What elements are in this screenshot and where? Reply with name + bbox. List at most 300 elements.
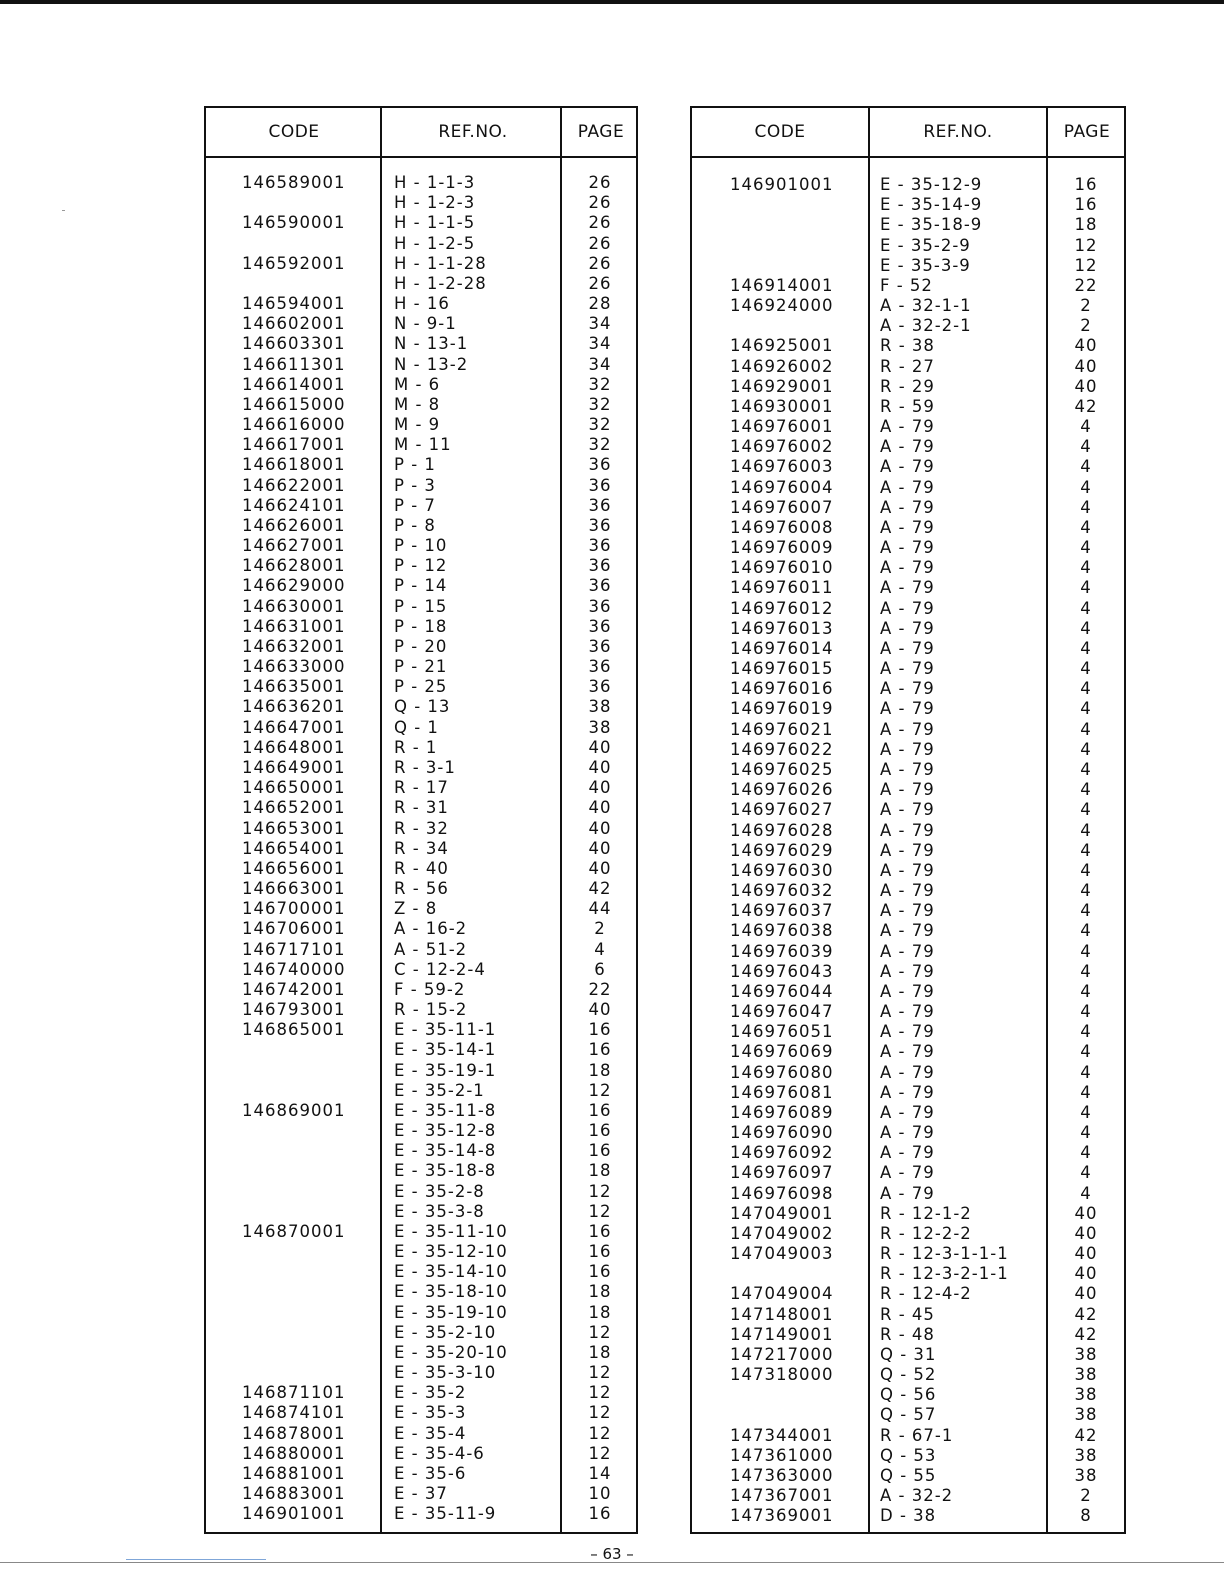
cell-ref: A - 79 bbox=[880, 1082, 935, 1102]
table-row bbox=[206, 1262, 636, 1282]
cell-ref: A - 79 bbox=[880, 941, 935, 961]
cell-ref: E - 35-2-8 bbox=[394, 1181, 485, 1201]
cell-code: 146914001 bbox=[730, 275, 834, 295]
table-row bbox=[206, 556, 636, 576]
table-row bbox=[692, 1163, 1124, 1183]
table-row bbox=[206, 1484, 636, 1504]
table-row bbox=[692, 276, 1124, 296]
table-row bbox=[692, 619, 1124, 639]
cell-page: 12 bbox=[588, 1363, 612, 1383]
cell-ref: H - 16 bbox=[394, 294, 450, 314]
cell-page: 12 bbox=[588, 1322, 612, 1342]
cell-page: 4 bbox=[1080, 780, 1092, 800]
cell-page: 4 bbox=[1080, 820, 1092, 840]
cell-code: 147049003 bbox=[730, 1244, 834, 1264]
cell-page: 4 bbox=[1080, 679, 1092, 699]
cell-ref: A - 79 bbox=[880, 457, 935, 477]
cell-page: 26 bbox=[588, 193, 612, 213]
cell-page: 12 bbox=[588, 1201, 612, 1221]
cell-page: 4 bbox=[1080, 1002, 1092, 1022]
cell-page: 4 bbox=[1080, 719, 1092, 739]
cell-code: 146880001 bbox=[242, 1443, 346, 1463]
cell-page: 42 bbox=[1074, 1425, 1098, 1445]
table-row bbox=[206, 1141, 636, 1161]
right-parts-table bbox=[690, 106, 1126, 1534]
table-row bbox=[692, 377, 1124, 397]
table-row bbox=[692, 1264, 1124, 1284]
cell-code: 146976015 bbox=[730, 659, 834, 679]
cell-ref: A - 32-2-1 bbox=[880, 316, 972, 336]
cell-code: 147344001 bbox=[730, 1425, 834, 1445]
cell-code: 146925001 bbox=[730, 336, 834, 356]
header-page: PAGE bbox=[1063, 122, 1111, 142]
cell-ref: E - 35-2-9 bbox=[880, 235, 971, 255]
cell-ref: A - 79 bbox=[880, 860, 935, 880]
table-row bbox=[206, 778, 636, 798]
cell-page: 38 bbox=[588, 697, 612, 717]
table-row bbox=[206, 677, 636, 697]
cell-page: 40 bbox=[588, 737, 612, 757]
cell-code: 146976098 bbox=[730, 1183, 834, 1203]
table-row bbox=[692, 1405, 1124, 1425]
cell-code: 146616000 bbox=[242, 415, 346, 435]
cell-page: 4 bbox=[1080, 941, 1092, 961]
cell-page: 4 bbox=[1080, 538, 1092, 558]
header-code: CODE bbox=[268, 122, 320, 142]
table-row bbox=[206, 1403, 636, 1423]
cell-page: 4 bbox=[1080, 457, 1092, 477]
table-header bbox=[206, 108, 636, 158]
table-row bbox=[206, 919, 636, 939]
cell-page: 18 bbox=[1074, 215, 1098, 235]
cell-code: 146976029 bbox=[730, 840, 834, 860]
cell-code: 146976030 bbox=[730, 860, 834, 880]
cell-code: 146976044 bbox=[730, 981, 834, 1001]
table-row bbox=[692, 478, 1124, 498]
cell-page: 38 bbox=[1074, 1365, 1098, 1385]
cell-ref: H - 1-1-5 bbox=[394, 213, 476, 233]
cell-ref: Q - 55 bbox=[880, 1466, 937, 1485]
cell-page: 42 bbox=[1074, 1304, 1098, 1324]
cell-code: 146627001 bbox=[242, 536, 346, 556]
table-row bbox=[692, 1365, 1124, 1385]
cell-code: 147049001 bbox=[730, 1203, 834, 1223]
cell-ref: A - 79 bbox=[880, 679, 935, 699]
cell-code: 147148001 bbox=[730, 1304, 834, 1324]
cell-code: 146883001 bbox=[242, 1484, 346, 1504]
table-row bbox=[692, 1426, 1124, 1446]
cell-code: 147049004 bbox=[730, 1284, 834, 1304]
cell-ref: E - 35-19-10 bbox=[394, 1302, 508, 1322]
table-row bbox=[206, 879, 636, 899]
cell-ref: P - 3 bbox=[394, 475, 436, 495]
cell-code: 146976027 bbox=[730, 800, 834, 820]
table-row bbox=[206, 1161, 636, 1181]
cell-page: 18 bbox=[588, 1161, 612, 1181]
table-row bbox=[206, 375, 636, 395]
cell-ref: E - 35-4 bbox=[394, 1423, 467, 1443]
cell-ref: H - 1-1-28 bbox=[394, 253, 487, 273]
table-row bbox=[206, 516, 636, 536]
cell-ref: A - 51-2 bbox=[394, 939, 468, 959]
cell-page: 40 bbox=[1074, 376, 1098, 396]
cell-code: 146865001 bbox=[242, 1020, 346, 1040]
cell-ref: Z - 8 bbox=[394, 899, 438, 919]
cell-ref: A - 79 bbox=[880, 759, 935, 779]
cell-ref: E - 35-2-1 bbox=[394, 1080, 485, 1100]
table-row bbox=[692, 1184, 1124, 1204]
cell-page: 6 bbox=[594, 959, 606, 979]
cell-ref: H - 1-2-3 bbox=[394, 193, 476, 213]
cell-ref: R - 31 bbox=[394, 798, 449, 818]
cell-ref: E - 35-2 bbox=[394, 1383, 467, 1403]
cell-code: 146976026 bbox=[730, 780, 834, 800]
cell-page: 4 bbox=[1080, 981, 1092, 1001]
cell-page: 4 bbox=[1080, 1183, 1092, 1203]
table-row bbox=[692, 437, 1124, 457]
cell-page: 38 bbox=[1074, 1466, 1098, 1485]
cell-page: 32 bbox=[588, 394, 612, 414]
cell-ref: A - 79 bbox=[880, 1062, 935, 1082]
cell-ref: R - 59 bbox=[880, 396, 935, 416]
table-row bbox=[206, 1282, 636, 1302]
table-row bbox=[692, 1446, 1124, 1466]
cell-ref: Q - 53 bbox=[880, 1445, 937, 1465]
cell-code: 147361000 bbox=[730, 1445, 834, 1465]
cell-ref: R - 17 bbox=[394, 778, 449, 798]
table-row bbox=[692, 1063, 1124, 1083]
table-row bbox=[206, 637, 636, 657]
table-body bbox=[206, 173, 636, 1525]
cell-code: 146656001 bbox=[242, 858, 346, 878]
table-row bbox=[692, 1002, 1124, 1022]
cell-page: 26 bbox=[588, 213, 612, 233]
table-row bbox=[692, 599, 1124, 619]
cell-page: 12 bbox=[588, 1423, 612, 1443]
table-row bbox=[692, 518, 1124, 538]
cell-page: 40 bbox=[588, 858, 612, 878]
table-row bbox=[206, 697, 636, 717]
cell-ref: H - 1-2-5 bbox=[394, 233, 476, 253]
cell-ref: N - 13-2 bbox=[394, 354, 469, 374]
cell-page: 12 bbox=[588, 1383, 612, 1403]
table-row bbox=[206, 395, 636, 415]
cell-code: 146976037 bbox=[730, 901, 834, 921]
cell-code: 146652001 bbox=[242, 798, 346, 818]
cell-ref: E - 35-6 bbox=[394, 1464, 467, 1483]
cell-code: 146976089 bbox=[730, 1102, 834, 1122]
cell-page: 38 bbox=[1074, 1405, 1098, 1425]
cell-ref: A - 79 bbox=[880, 659, 935, 679]
cell-page: 42 bbox=[588, 879, 612, 899]
cell-ref: E - 35-12-8 bbox=[394, 1121, 497, 1141]
cell-code: 146976092 bbox=[730, 1143, 834, 1163]
cell-code: 146976003 bbox=[730, 457, 834, 477]
cell-ref: E - 35-18-10 bbox=[394, 1282, 508, 1302]
table-row bbox=[692, 538, 1124, 558]
cell-ref: N - 13-1 bbox=[394, 334, 469, 354]
cell-ref: E - 35-12-9 bbox=[880, 175, 983, 194]
cell-page: 10 bbox=[588, 1484, 612, 1504]
cell-page: 40 bbox=[1074, 1264, 1098, 1284]
cell-page: 16 bbox=[1074, 175, 1098, 194]
cell-page: 16 bbox=[588, 1242, 612, 1262]
cell-code: 147363000 bbox=[730, 1466, 834, 1485]
table-row bbox=[206, 1000, 636, 1020]
cell-code: 146717101 bbox=[242, 939, 346, 959]
cell-ref: M - 9 bbox=[394, 415, 441, 435]
cell-code: 147049002 bbox=[730, 1223, 834, 1243]
cell-ref: A - 79 bbox=[880, 437, 935, 457]
table-row bbox=[692, 498, 1124, 518]
cell-code: 146636201 bbox=[242, 697, 346, 717]
cell-ref: N - 9-1 bbox=[394, 314, 457, 334]
header-ref-no: REF.NO. bbox=[923, 122, 993, 142]
cell-ref: R - 67-1 bbox=[880, 1425, 954, 1445]
table-row bbox=[692, 800, 1124, 820]
cell-ref: M - 11 bbox=[394, 435, 452, 455]
left-parts-table bbox=[204, 106, 638, 1534]
cell-ref: P - 20 bbox=[394, 636, 448, 656]
cell-ref: A - 16-2 bbox=[394, 919, 468, 939]
cell-page: 4 bbox=[1080, 1123, 1092, 1143]
cell-code: 146742001 bbox=[242, 979, 346, 999]
cell-code: 146592001 bbox=[242, 253, 346, 273]
cell-ref: A - 79 bbox=[880, 840, 935, 860]
table-row bbox=[206, 254, 636, 274]
table-row bbox=[692, 881, 1124, 901]
cell-ref: F - 52 bbox=[880, 275, 933, 295]
cell-page: 36 bbox=[588, 657, 612, 677]
cell-code: 146630001 bbox=[242, 596, 346, 616]
top-border bbox=[0, 0, 1224, 4]
table-row bbox=[692, 962, 1124, 982]
table-row bbox=[692, 316, 1124, 336]
cell-ref: A - 79 bbox=[880, 578, 935, 598]
cell-ref: R - 34 bbox=[394, 838, 449, 858]
cell-page: 4 bbox=[1080, 860, 1092, 880]
cell-code: 146594001 bbox=[242, 294, 346, 314]
cell-page: 4 bbox=[1080, 1163, 1092, 1183]
table-row bbox=[692, 1083, 1124, 1103]
cell-ref: A - 79 bbox=[880, 1143, 935, 1163]
cell-page: 36 bbox=[588, 455, 612, 475]
cell-ref: A - 79 bbox=[880, 417, 935, 437]
cell-code: 146635001 bbox=[242, 677, 346, 697]
cell-page: 36 bbox=[588, 495, 612, 515]
cell-page: 4 bbox=[1080, 598, 1092, 618]
cell-page: 2 bbox=[1080, 316, 1092, 336]
cell-page: 34 bbox=[588, 334, 612, 354]
cell-ref: A - 79 bbox=[880, 1022, 935, 1042]
cell-page: 2 bbox=[1080, 296, 1092, 316]
cell-ref: E - 35-3 bbox=[394, 1403, 467, 1423]
cell-code: 146976051 bbox=[730, 1022, 834, 1042]
cell-code: 146648001 bbox=[242, 737, 346, 757]
cell-ref: E - 35-3-10 bbox=[394, 1363, 497, 1383]
cell-ref: E - 35-11-9 bbox=[394, 1504, 497, 1524]
table-row bbox=[206, 1020, 636, 1040]
cell-page: 16 bbox=[1074, 195, 1098, 215]
cell-code: 147217000 bbox=[730, 1344, 834, 1364]
cell-code: 146611301 bbox=[242, 354, 346, 374]
cell-page: 16 bbox=[588, 1141, 612, 1161]
cell-page: 26 bbox=[588, 233, 612, 253]
cell-page: 40 bbox=[1074, 356, 1098, 376]
table-row bbox=[206, 576, 636, 596]
cell-ref: P - 1 bbox=[394, 455, 436, 475]
table-row bbox=[692, 357, 1124, 377]
cell-code: 146631001 bbox=[242, 616, 346, 636]
table-row bbox=[206, 738, 636, 758]
cell-code: 146976011 bbox=[730, 578, 834, 598]
cell-page: 18 bbox=[588, 1302, 612, 1322]
table-row bbox=[206, 819, 636, 839]
table-row bbox=[692, 720, 1124, 740]
cell-ref: A - 79 bbox=[880, 881, 935, 901]
cell-code: 146976019 bbox=[730, 699, 834, 719]
cell-code: 146869001 bbox=[242, 1100, 346, 1120]
cell-page: 34 bbox=[588, 354, 612, 374]
cell-code: 146878001 bbox=[242, 1423, 346, 1443]
table-row bbox=[206, 334, 636, 354]
cell-code: 146706001 bbox=[242, 919, 346, 939]
table-row bbox=[206, 213, 636, 233]
cell-ref: D - 38 bbox=[880, 1506, 937, 1526]
table-row bbox=[206, 798, 636, 818]
cell-page: 36 bbox=[588, 515, 612, 535]
cell-page: 4 bbox=[1080, 739, 1092, 759]
table-row bbox=[206, 455, 636, 475]
cell-code: 147367001 bbox=[730, 1486, 834, 1506]
cell-ref: A - 32-2 bbox=[880, 1486, 954, 1506]
cell-ref: A - 79 bbox=[880, 538, 935, 558]
table-row bbox=[692, 1224, 1124, 1244]
cell-ref: P - 7 bbox=[394, 495, 436, 515]
cell-code: 146976009 bbox=[730, 538, 834, 558]
table-row bbox=[206, 173, 636, 193]
cell-page: 26 bbox=[588, 273, 612, 293]
cell-ref: A - 79 bbox=[880, 800, 935, 820]
table-header bbox=[692, 108, 1124, 158]
table-row bbox=[206, 476, 636, 496]
cell-ref: R - 38 bbox=[880, 336, 935, 356]
table-row bbox=[206, 597, 636, 617]
cell-ref: E - 35-11-10 bbox=[394, 1221, 508, 1241]
cell-ref: A - 79 bbox=[880, 598, 935, 618]
cell-code: 146793001 bbox=[242, 1000, 346, 1020]
cell-code: 146602001 bbox=[242, 314, 346, 334]
cell-ref: A - 79 bbox=[880, 780, 935, 800]
table-row bbox=[206, 839, 636, 859]
cell-page: 4 bbox=[1080, 1082, 1092, 1102]
table-row bbox=[206, 1504, 636, 1524]
cell-ref: R - 45 bbox=[880, 1304, 935, 1324]
cell-ref: P - 15 bbox=[394, 596, 448, 616]
cell-code: 146930001 bbox=[730, 396, 834, 416]
table-row bbox=[692, 1385, 1124, 1405]
cell-page: 40 bbox=[1074, 1223, 1098, 1243]
cell-page: 40 bbox=[1074, 1284, 1098, 1304]
cell-code: 146976021 bbox=[730, 719, 834, 739]
table-row bbox=[206, 1121, 636, 1141]
cell-page: 16 bbox=[588, 1504, 612, 1524]
table-row bbox=[206, 1363, 636, 1383]
table-row bbox=[206, 758, 636, 778]
table-row bbox=[206, 1343, 636, 1363]
cell-page: 4 bbox=[1080, 517, 1092, 537]
cell-code: 146649001 bbox=[242, 757, 346, 777]
cell-ref: H - 1-2-28 bbox=[394, 273, 487, 293]
cell-ref: A - 79 bbox=[880, 981, 935, 1001]
cell-page: 40 bbox=[588, 778, 612, 798]
cell-ref: A - 79 bbox=[880, 820, 935, 840]
cell-page: 32 bbox=[588, 435, 612, 455]
cell-ref: E - 35-14-1 bbox=[394, 1040, 497, 1060]
table-row bbox=[692, 639, 1124, 659]
cell-ref: A - 79 bbox=[880, 961, 935, 981]
table-row bbox=[692, 1284, 1124, 1304]
cell-code: 146976039 bbox=[730, 941, 834, 961]
cell-ref: R - 48 bbox=[880, 1324, 935, 1344]
table-row bbox=[206, 1182, 636, 1202]
table-row bbox=[692, 558, 1124, 578]
cell-code: 146976022 bbox=[730, 739, 834, 759]
cell-page: 38 bbox=[1074, 1344, 1098, 1364]
cell-ref: Q - 57 bbox=[880, 1405, 937, 1425]
cell-page: 12 bbox=[588, 1181, 612, 1201]
table-row bbox=[692, 861, 1124, 881]
cell-code: 146976028 bbox=[730, 820, 834, 840]
table-row bbox=[692, 921, 1124, 941]
table-row bbox=[692, 1345, 1124, 1365]
table-row bbox=[206, 415, 636, 435]
cell-page: 8 bbox=[1080, 1506, 1092, 1526]
table-row bbox=[692, 1143, 1124, 1163]
cell-page: 42 bbox=[1074, 1324, 1098, 1344]
table-row bbox=[206, 1061, 636, 1081]
cell-code: 146622001 bbox=[242, 475, 346, 495]
cell-ref: A - 32-1-1 bbox=[880, 296, 972, 316]
cell-code: 146976081 bbox=[730, 1082, 834, 1102]
cell-code: 146976038 bbox=[730, 921, 834, 941]
table-row bbox=[206, 859, 636, 879]
cell-ref: A - 79 bbox=[880, 618, 935, 638]
table-row bbox=[692, 215, 1124, 235]
cell-page: 36 bbox=[588, 576, 612, 596]
table-row bbox=[206, 980, 636, 1000]
cell-ref: R - 56 bbox=[394, 879, 449, 899]
cell-page: 28 bbox=[588, 294, 612, 314]
cell-ref: E - 35-12-10 bbox=[394, 1242, 508, 1262]
table-row bbox=[692, 1325, 1124, 1345]
table-row bbox=[206, 718, 636, 738]
cell-code: 146976007 bbox=[730, 497, 834, 517]
cell-page: 4 bbox=[1080, 1143, 1092, 1163]
cell-ref: R - 12-1-2 bbox=[880, 1203, 972, 1223]
cell-page: 2 bbox=[1080, 1486, 1092, 1506]
cell-ref: A - 79 bbox=[880, 921, 935, 941]
cell-code: 146632001 bbox=[242, 636, 346, 656]
cell-code: 146929001 bbox=[730, 376, 834, 396]
cell-code: 146976032 bbox=[730, 881, 834, 901]
cell-code: 146976080 bbox=[730, 1062, 834, 1082]
table-row bbox=[206, 1424, 636, 1444]
table-row bbox=[206, 1040, 636, 1060]
cell-code: 146603301 bbox=[242, 334, 346, 354]
cell-code: 146976014 bbox=[730, 638, 834, 658]
header-page: PAGE bbox=[577, 122, 625, 142]
